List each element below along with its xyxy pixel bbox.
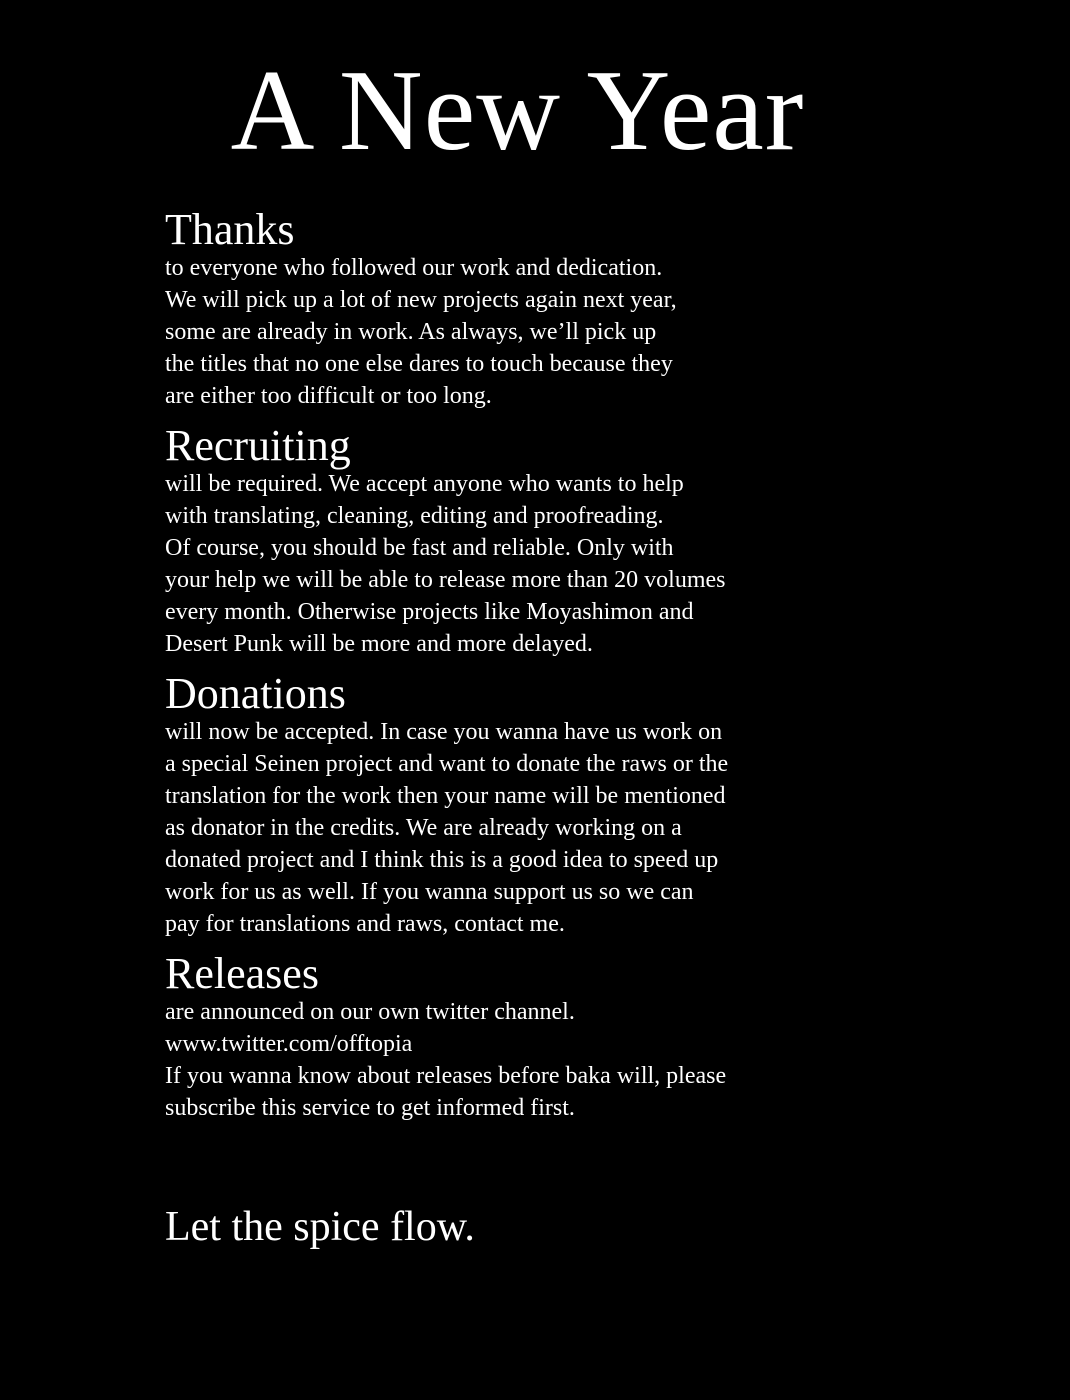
section-line: will be required. We accept anyone who wants to help — [165, 471, 684, 497]
section-releases — [165, 949, 925, 1124]
section-heading: Recruiting — [165, 421, 351, 470]
section-line: every month. Otherwise projects like Moyashimon and — [165, 599, 694, 625]
twitter-link: www.twitter.com/offtopia — [165, 1031, 413, 1057]
section-line: donated project and I think this is a good idea to speed up — [165, 847, 719, 873]
section-heading: Donations — [165, 669, 346, 718]
section-thanks — [165, 205, 925, 412]
section-line: work for us as well. If you wanna support us so we can — [165, 879, 694, 905]
section-line: Desert Punk will be more and more delayed. — [165, 631, 593, 657]
section-line: pay for translations and raws, contact me. — [165, 911, 565, 937]
closing-line: Let the spice flow. — [165, 1204, 475, 1250]
page-title: A New Year — [230, 47, 805, 175]
section-line: to everyone who followed our work and dedication. — [165, 255, 663, 281]
section-line: a special Seinen project and want to donate the raws or the — [165, 751, 729, 777]
section-heading: Releases — [165, 949, 319, 998]
section-line: Of course, you should be fast and reliable. Only with — [165, 535, 674, 561]
section-line: We will pick up a lot of new projects again next year, — [165, 287, 677, 313]
section-line: will now be accepted. In case you wanna have us work on — [165, 719, 723, 745]
section-line: If you wanna know about releases before baka will, please — [165, 1063, 727, 1089]
section-line: are either too difficult or too long. — [165, 383, 492, 409]
section-line: translation for the work then your name will be mentioned — [165, 783, 726, 809]
section-heading: Thanks — [165, 205, 295, 254]
section-line: your help we will be able to release more than 20 volumes — [165, 567, 726, 593]
section-donations — [165, 669, 925, 940]
section-line: some are already in work. As always, we’ll pick up — [165, 319, 657, 345]
section-line: the titles that no one else dares to touch because they — [165, 351, 673, 377]
section-line: as donator in the credits. We are already working on a — [165, 815, 682, 841]
section-line: subscribe this service to get informed first. — [165, 1095, 575, 1121]
section-line: are announced on our own twitter channel. — [165, 999, 575, 1025]
section-recruiting — [165, 421, 925, 660]
section-line: with translating, cleaning, editing and proofreading. — [165, 503, 664, 529]
